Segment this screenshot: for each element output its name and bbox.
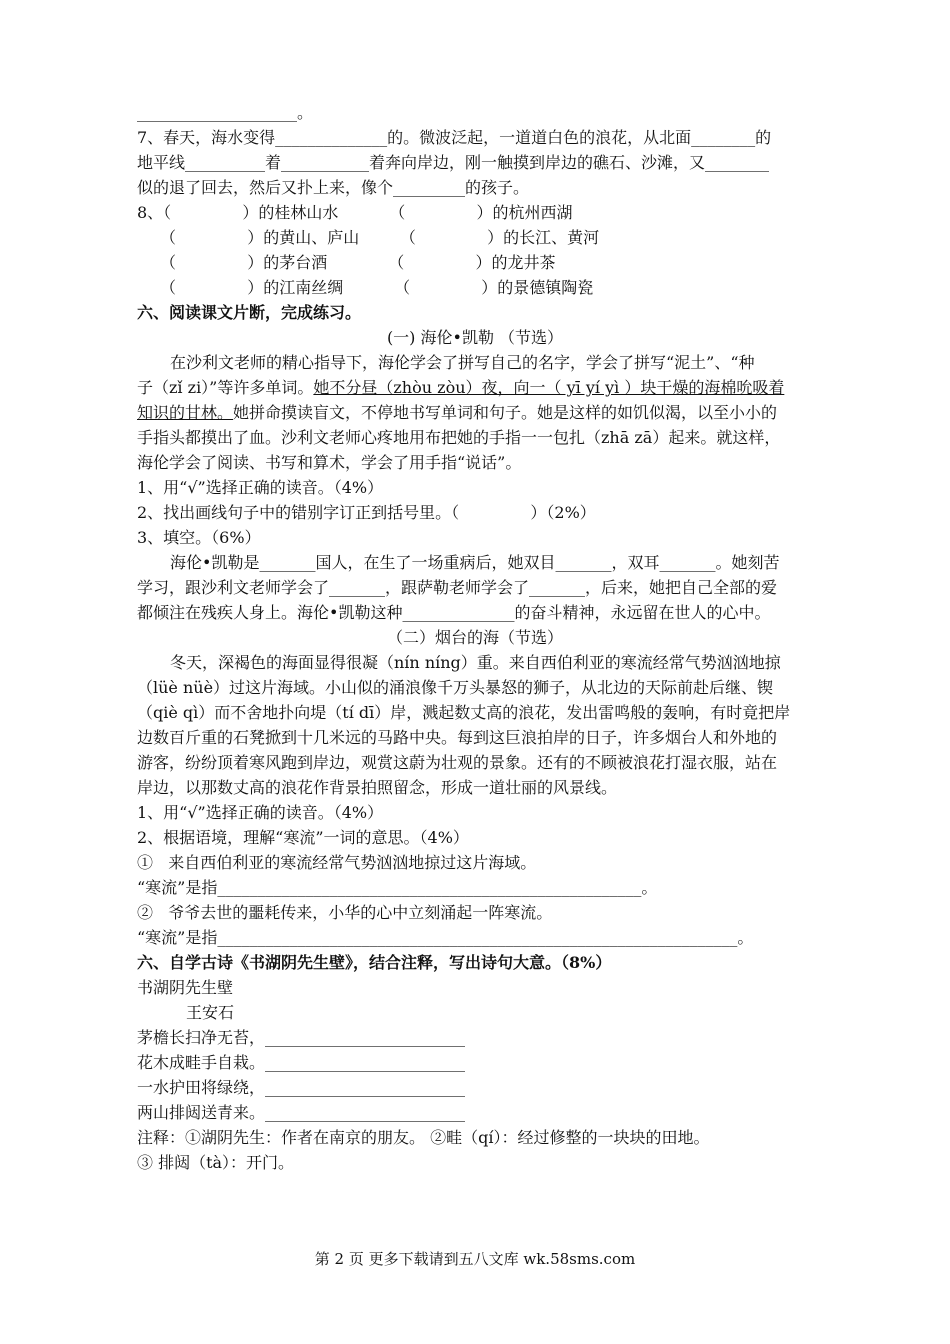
passage1-question-1: 1、用“√”选择正确的读音。（4%） <box>137 478 384 497</box>
passage2-title: （二）烟台的海（节选） <box>386 628 563 647</box>
page-footer: 第 2 页 更多下载请到五八文库 wk.58sms.com <box>314 1250 636 1268</box>
q8-row-1: 8、（ ）的桂林山水 （ ）的杭州西湖 <box>137 203 573 222</box>
passage2-line-2: （lüè nüè）过这片海域。小山似的涌浪像千万头暴怒的狮子，从北边的天际前赴后继、锲 <box>137 678 774 697</box>
section-heading-poem: 六、自学古诗《书湖阴先生壁》，结合注释，写出诗句大意。（8%） <box>137 953 612 972</box>
passage2-question-1: 1、用“√”选择正确的读音。（4%） <box>137 803 384 822</box>
passage1-fill-line-3: 都倾注在残疾人身上。海伦•凯勒这种______________的奋斗精神，永远留在世人的心中。 <box>137 603 771 622</box>
passage2-question-2: 2、根据语境，理解“寒流”一词的意思。（4%） <box>137 828 469 847</box>
passage2-line-3: （qiè qì）而不舍地扑向堤（tí dī）岸，溅起数丈高的浪花，发出雷鸣般的轰响，有时竟把岸 <box>137 703 791 722</box>
passage2-line-4: 边数百斤重的石凳掀到十几米远的马路中央。每到这巨浪拍岸的日子，许多烟台人和外地的 <box>137 728 778 747</box>
passage2-answer-2: “寒流”是指_________________________________________________________________。 <box>137 928 754 947</box>
poem-line-2: 花木成畦手自栽。_________________________ <box>137 1053 466 1072</box>
passage1-line-3-plain: 她拼命摸读盲文，不停地书写单词和句子。她是这样的如饥似渴，以至小小的 <box>233 403 778 422</box>
passage1-title: (一) 海伦•凯勒 （节选） <box>386 328 564 347</box>
passage2-line-5: 游客，纷纷顶着寒风跑到岸边，观赏这蔚为壮观的景象。还有的不顾被浪花打湿衣服，站在 <box>137 753 778 772</box>
passage1-question-3: 3、填空。（6%） <box>137 528 261 547</box>
q8-row-4: （ ）的江南丝绸 （ ）的景德镇陶瓷 <box>160 278 594 297</box>
poem-author: 王安石 <box>186 1003 235 1022</box>
passage1-line-1: 在沙利文老师的精心指导下，海伦学会了拼写自己的名字，学会了拼写“泥土”、“种 <box>170 353 755 372</box>
poem-note-2: ③ 排闼（tà）：开门。 <box>137 1153 295 1172</box>
passage2-sentence-2: ② 爷爷去世的噩耗传来，小华的心中立刻涌起一阵寒流。 <box>137 903 553 922</box>
passage2-line-1: 冬天，深褐色的海面显得很凝（nín níng）重。来自西伯利亚的寒流经常气势汹汹地掠 <box>170 653 781 672</box>
passage1-line-2-plain: 子（zǐ zi）”等许多单词。 <box>137 378 314 397</box>
passage1-line-3 <box>137 403 777 423</box>
q8-row-2: （ ）的黄山、庐山 （ ）的长江、黄河 <box>160 228 600 247</box>
section-heading-reading: 六、阅读课文片断，完成练习。 <box>137 303 362 322</box>
answer-blank-line: ____________________。 <box>137 103 314 122</box>
poem-note-1: 注释：①湖阴先生：作者在南京的朋友。 ②畦（qí）：经过修整的一块块的田地。 <box>137 1128 710 1147</box>
q7-line-2: 地平线__________着___________着奔向岸边，刚一触摸到岸边的礁石、沙滩，又________ <box>137 153 770 172</box>
passage1-question-2: 2、找出画线句子中的错别字订正到括号里。（ ）（2%） <box>137 503 596 522</box>
passage1-fill-line-2: 学习，跟沙利文老师学会了_______，跟萨勒老师学会了_______，后来，她把自己全部的爱 <box>137 578 778 597</box>
q7-line-1: 7、春天，海水变得______________的。微波泛起，一道道白色的浪花，从北面________的 <box>137 128 772 147</box>
underlined-sentence-part-2: 知识的甘林。 <box>137 403 234 422</box>
poem-title: 书湖阴先生壁 <box>137 978 234 997</box>
q7-line-3: 似的退了回去，然后又扑上来，像个_________的孩子。 <box>137 178 530 197</box>
passage2-sentence-1: ① 来自西伯利亚的寒流经常气势汹汹地掠过这片海域。 <box>137 853 537 872</box>
passage2-answer-1: “寒流”是指_____________________________________________________。 <box>137 878 658 897</box>
underlined-sentence-part-1: 她不分昼（zhòu zòu）夜，向一（ yī yí yì ）块干燥的海棉吮吸着 <box>313 378 785 397</box>
passage1-line-5: 海伦学会了阅读、书写和算术，学会了用手指“说话”。 <box>137 453 522 472</box>
q8-row-3: （ ）的茅台酒 （ ）的龙井茶 <box>160 253 556 272</box>
poem-line-3: 一水护田将绿绕，_________________________ <box>137 1078 466 1097</box>
passage1-line-4: 手指头都摸出了血。沙利文老师心疼地用布把她的手指一一包扎（zhā zā）起来。就这样， <box>137 428 781 447</box>
passage2-line-6: 岸边，以那数丈高的浪花作背景拍照留念，形成一道壮丽的风景线。 <box>137 778 618 797</box>
passage1-line-2 <box>137 378 784 398</box>
poem-line-1: 茅檐长扫净无苔，_________________________ <box>137 1028 466 1047</box>
poem-line-4: 两山排闼送青来。_________________________ <box>137 1103 466 1122</box>
passage1-fill-line-1: 海伦•凯勒是_______国人，在生了一场重病后，她双目_______，双耳_______。她刻苦 <box>170 553 780 572</box>
